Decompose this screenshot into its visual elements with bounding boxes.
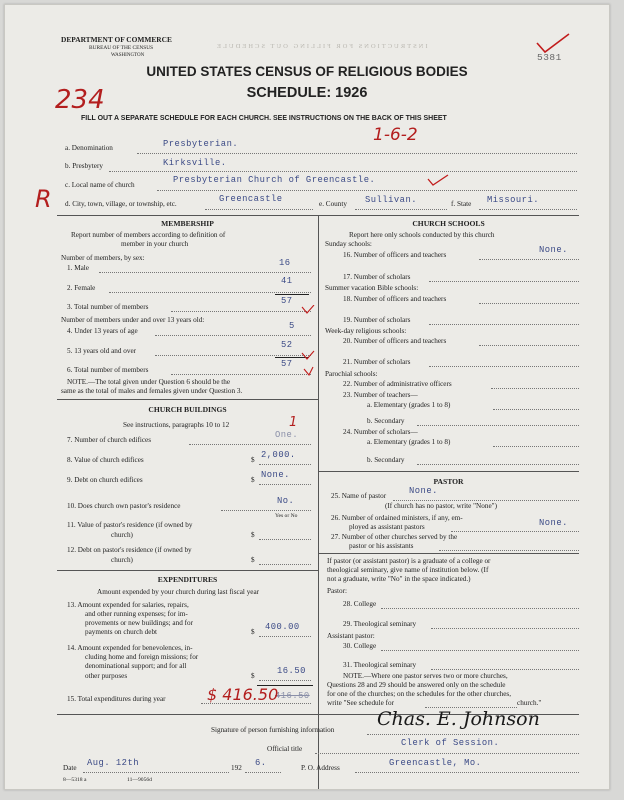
q3-label: 3. Total number of members xyxy=(67,303,149,311)
church-schools-heading: CHURCH SCHOOLS xyxy=(412,219,485,228)
q6-total-field[interactable]: 57 xyxy=(281,359,293,369)
q2-female-field[interactable]: 41 xyxy=(281,276,293,286)
dollar-sign: $ xyxy=(251,531,255,539)
presbytery-label: b. Presbytery xyxy=(65,162,103,170)
q9-debt-field[interactable]: None. xyxy=(261,470,290,480)
q1-male-field[interactable]: 16 xyxy=(279,258,291,268)
membership-intro: Report number of members according to definition of xyxy=(71,231,226,239)
county-field[interactable]: Sullivan. xyxy=(365,195,418,205)
handwritten-batch-number: 234 xyxy=(55,85,105,115)
handwritten-one: 1 xyxy=(289,415,298,430)
department-label: DEPARTMENT OF COMMERCE xyxy=(61,35,172,44)
q24-label: 24. Number of scholars— xyxy=(343,428,418,436)
state-label: f. State xyxy=(451,200,472,208)
q13-label-2: and other running expenses; for im- xyxy=(85,610,188,618)
q1-label: 1. Male xyxy=(67,264,89,272)
q17-label: 17. Number of scholars xyxy=(343,273,411,281)
schedule-subtitle: SCHEDULE: 1926 xyxy=(246,85,368,101)
q12-label: 12. Debt on pastor's residence (if owned by xyxy=(67,546,192,554)
q16-label: 16. Number of officers and teachers xyxy=(343,251,447,259)
q24a-label: a. Elementary (grades 1 to 8) xyxy=(367,438,451,446)
handwritten-code: 1-6-2 xyxy=(373,125,418,145)
pastor-note-2: Questions 28 and 29 should be answered only on the schedule xyxy=(327,681,506,689)
dollar-sign: $ xyxy=(251,628,255,636)
po-address-field[interactable]: Greencastle, Mo. xyxy=(389,758,482,768)
q14-label-2: cluding home and foreign missions; for xyxy=(85,653,199,661)
city-label: d. City, town, village, or township, etc. xyxy=(65,200,177,208)
denomination-field[interactable]: Presbyterian. xyxy=(163,139,239,149)
official-title-label: Official title xyxy=(267,745,303,753)
q9-label: 9. Debt on church edifices xyxy=(67,476,143,484)
page-title: UNITED STATES CENSUS OF RELIGIOUS BODIES xyxy=(146,64,468,79)
church-name-field[interactable]: Presbyterian Church of Greencastle. xyxy=(173,175,376,185)
q23a-label: a. Elementary (grades 1 to 8) xyxy=(367,401,451,409)
q26-label-2: ployed as assistant pastors xyxy=(349,523,425,531)
date-field[interactable]: Aug. 12th xyxy=(87,758,140,768)
q6-label: 6. Total number of members xyxy=(67,366,149,374)
q13-label-3: provements or new buildings; and for xyxy=(85,619,193,627)
q29-label: 29. Theological seminary xyxy=(343,620,417,628)
q23-label: 23. Number of teachers— xyxy=(343,391,418,399)
q28-label: 28. College xyxy=(343,600,377,608)
official-title-field[interactable]: Clerk of Session. xyxy=(401,738,500,748)
q5-over13-field[interactable]: 52 xyxy=(281,340,293,350)
q26-label: 26. Number of ordained ministers, if any, em- xyxy=(331,514,463,522)
print-number: 11—9056d xyxy=(127,777,152,783)
date-label: Date xyxy=(63,764,77,772)
q24b-label: b. Secondary xyxy=(367,456,405,464)
graduate-instruction: If pastor (or assistant pastor) is a graduate of a college or xyxy=(327,557,491,565)
handwritten-letter: R xyxy=(35,185,52,213)
check-mark-icon xyxy=(427,173,449,187)
membership-heading: MEMBERSHIP xyxy=(161,219,214,228)
dollar-sign: $ xyxy=(251,672,255,680)
dollar-sign: $ xyxy=(251,456,255,464)
q25-label: 25. Name of pastor xyxy=(331,492,387,500)
pastor-sub-label: Pastor: xyxy=(327,587,347,595)
q14-label-4: other purposes xyxy=(85,672,128,680)
presbytery-field[interactable]: Kirksville. xyxy=(163,158,227,168)
q26-field[interactable]: None. xyxy=(539,518,568,528)
sunday-schools-label: Sunday schools: xyxy=(325,240,372,248)
summer-schools-label: Summer vacation Bible schools: xyxy=(325,284,419,292)
q7-label: 7. Number of church edifices xyxy=(67,436,152,444)
q21-label: 21. Number of scholars xyxy=(343,358,411,366)
q10-label: 10. Does church own pastor's residence xyxy=(67,502,181,510)
q14-label-3: denominational support; and for all xyxy=(85,662,187,670)
q11-label: 11. Value of pastor's residence (if owned by xyxy=(67,521,193,529)
q15-total-field[interactable]: 416.50 xyxy=(275,691,310,701)
q25-pastor-name-field[interactable]: None. xyxy=(409,486,438,496)
pastor-note: NOTE.—Where one pastor serves two or more churches, xyxy=(343,672,508,680)
q16-field[interactable]: None. xyxy=(539,245,568,255)
dollar-sign: $ xyxy=(251,476,255,484)
membership-note: NOTE.—The total given under Question 6 should be the xyxy=(67,378,231,386)
form-number: 8—5318 a xyxy=(63,777,87,783)
q4-under13-field[interactable]: 5 xyxy=(289,321,295,331)
city-field[interactable]: Greencastle xyxy=(219,194,283,204)
q27-label: 27. Number of other churches served by the xyxy=(331,533,458,541)
q5-label: 5. 13 years old and over xyxy=(67,347,137,355)
q11-label-2: church) xyxy=(111,531,133,539)
q8-value-field[interactable]: 2,000. xyxy=(261,450,296,460)
q20-label: 20. Number of officers and teachers xyxy=(343,337,447,345)
washington-label: WASHINGTON xyxy=(111,53,145,58)
denomination-label: a. Denomination xyxy=(65,144,113,152)
q25-note: (If church has no pastor, write "None") xyxy=(385,502,497,510)
expenditures-heading: EXPENDITURES xyxy=(157,575,218,584)
q2-label: 2. Female xyxy=(67,284,96,292)
buildings-intro: See instructions, paragraphs 10 to 12 xyxy=(123,421,230,429)
graduate-instruction-2: theological seminary, give name of institution below. (If xyxy=(327,566,489,574)
q15-label: 15. Total expenditures during year xyxy=(67,695,166,703)
pastor-heading: PASTOR xyxy=(433,477,464,486)
membership-note-2: same as the total of males and females given under Question 3. xyxy=(61,387,243,395)
state-field[interactable]: Missouri. xyxy=(487,195,540,205)
po-address-label: P. O. Address xyxy=(301,764,340,772)
expenditures-intro: Amount expended by your church during last fiscal year xyxy=(97,588,260,596)
q30-label: 30. College xyxy=(343,642,377,650)
q19-label: 19. Number of scholars xyxy=(343,316,411,324)
q3-total-field[interactable]: 57 xyxy=(281,296,293,306)
schools-intro: Report here only schools conducted by this church xyxy=(349,231,495,239)
weekday-schools-label: Week-day religious schools: xyxy=(325,327,407,335)
q23b-label: b. Secondary xyxy=(367,417,405,425)
pastor-note-4: write "See schedule for xyxy=(327,699,394,707)
yes-or-no-hint: Yes or No xyxy=(275,513,298,519)
assistant-pastor-label: Assistant pastor: xyxy=(327,632,375,640)
check-mark-icon xyxy=(301,305,315,381)
instruction-line: FILL OUT A SEPARATE SCHEDULE FOR EACH CHURCH. SEE INSTRUCTIONS ON THE BACK OF THIS SHEET xyxy=(81,115,447,122)
q12-label-2: church) xyxy=(111,556,133,564)
handwritten-total: $ 416.50 xyxy=(207,685,279,704)
membership-intro-2: member in your church xyxy=(121,240,189,248)
check-mark-icon xyxy=(535,33,573,55)
q7-edifices-field[interactable]: One. xyxy=(275,430,299,440)
reverse-side-text: INSTRUCTIONS FOR FILLING OUT SCHEDULE xyxy=(215,43,428,50)
church-buildings-heading: CHURCH BUILDINGS xyxy=(148,405,227,414)
parochial-schools-label: Parochial schools: xyxy=(325,370,378,378)
q18-label: 18. Number of officers and teachers xyxy=(343,295,447,303)
dollar-sign: $ xyxy=(251,556,255,564)
q14-benevolences-field[interactable]: 16.50 xyxy=(277,666,306,676)
graduate-instruction-3: not a graduate, write "No" in the space indicated.) xyxy=(327,575,471,583)
signature-label: Signature of person furnishing information xyxy=(211,726,335,734)
q4-label: 4. Under 13 years of age xyxy=(67,327,138,335)
members-by-age-label: Number of members under and over 13 years old: xyxy=(61,316,205,324)
bureau-label: BUREAU OF THE CENSUS xyxy=(89,45,154,51)
q27-label-2: pastor or his assistants xyxy=(349,542,414,550)
church-name-label: c. Local name of church xyxy=(65,181,135,189)
pastor-note-3: for one of the churches; on the schedules for the other churches, xyxy=(327,690,512,698)
q8-label: 8. Value of church edifices xyxy=(67,456,144,464)
stamp-number: 5381 xyxy=(537,52,562,63)
q31-label: 31. Theological seminary xyxy=(343,661,417,669)
members-by-sex-label: Number of members, by sex: xyxy=(61,254,145,262)
pastor-note-5: church." xyxy=(517,699,542,707)
q13-label-4: payments on church debt xyxy=(85,628,158,636)
census-schedule-sheet xyxy=(4,4,610,790)
q22-label: 22. Number of administrative officers xyxy=(343,380,452,388)
q10-residence-field[interactable]: No. xyxy=(277,496,295,506)
county-label: e. County xyxy=(319,200,347,208)
q14-label: 14. Amount expended for benevolences, in- xyxy=(67,644,193,652)
signature-field[interactable]: Chas. E. Johnson xyxy=(377,708,540,730)
year-prefix: 192 xyxy=(231,764,242,772)
year-field[interactable]: 6. xyxy=(255,758,267,768)
q13-running-expenses-field[interactable]: 400.00 xyxy=(265,622,300,632)
q13-label: 13. Amount expended for salaries, repairs, xyxy=(67,601,189,609)
